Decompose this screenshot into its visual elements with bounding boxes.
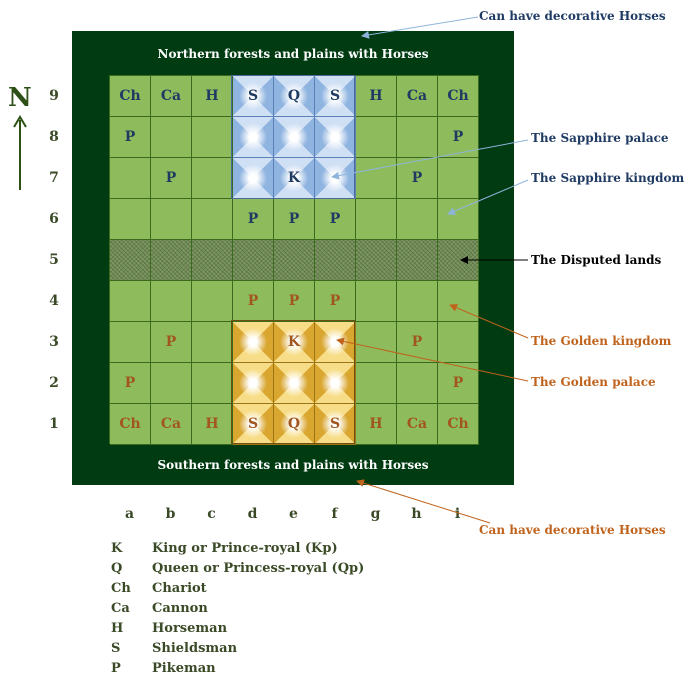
leader-bottom-horses — [357, 481, 490, 523]
leader-top-horses — [362, 17, 478, 36]
callout-golden-palace: The Golden palace — [531, 375, 656, 389]
file-label: f — [331, 506, 338, 522]
piece-label: Ch — [119, 88, 141, 104]
callout-top-horses: Can have decorative Horses — [479, 9, 666, 23]
piece-label: Q — [287, 416, 301, 432]
piece-label: Ch — [447, 88, 469, 104]
callout-sapphire-kingdom: The Sapphire kingdom — [531, 171, 684, 185]
leader-sapphire-kingdom — [448, 180, 528, 214]
north-caption: Northern forests and plains with Horses — [157, 47, 429, 61]
piece-label: Ca — [160, 88, 182, 104]
rank-label: 8 — [49, 129, 59, 145]
north-letter: N — [8, 83, 32, 113]
piece-label: K — [287, 170, 301, 186]
piece-label: P — [329, 211, 341, 227]
legend-key: Ca — [111, 601, 130, 616]
legend-desc: Queen or Princess-royal (Qp) — [152, 561, 365, 576]
piece-label: H — [205, 416, 219, 432]
piece-label: H — [205, 88, 219, 104]
legend-desc: Chariot — [152, 581, 207, 596]
legend-key: Ch — [111, 581, 131, 596]
file-label: e — [289, 506, 298, 522]
piece-label: P — [247, 293, 259, 309]
piece-label: H — [369, 88, 383, 104]
legend-key: Q — [111, 561, 123, 576]
piece-label: P — [329, 293, 341, 309]
callout-disputed-lands: The Disputed lands — [531, 253, 662, 267]
legend-key: S — [111, 641, 121, 656]
callout-bottom-horses: Can have decorative Horses — [479, 523, 666, 537]
rank-label: 7 — [49, 170, 59, 186]
legend-key: K — [111, 541, 123, 556]
piece-label: S — [247, 88, 259, 104]
piece-label: P — [247, 211, 259, 227]
piece-label: P — [411, 334, 423, 350]
file-label: d — [247, 506, 258, 522]
piece-label: Ch — [119, 416, 141, 432]
file-label: a — [124, 506, 135, 522]
file-label: g — [370, 506, 381, 522]
piece-label: P — [165, 334, 177, 350]
piece-label: Ch — [447, 416, 469, 432]
piece-label: Ca — [160, 416, 182, 432]
legend-desc: King or Prince-royal (Kp) — [152, 541, 338, 556]
callout-sapphire-palace: The Sapphire palace — [531, 131, 669, 145]
piece-label: S — [329, 416, 341, 432]
file-label: i — [454, 506, 461, 522]
piece-label: P — [452, 375, 464, 391]
leader-golden-palace — [337, 340, 528, 381]
piece-label: S — [329, 88, 341, 104]
piece-label: S — [247, 416, 259, 432]
leader-golden-kingdom — [450, 305, 528, 338]
rank-label: 4 — [49, 293, 59, 309]
legend-key: P — [111, 661, 121, 676]
legend-desc: Horseman — [152, 621, 228, 636]
file-label: b — [165, 506, 176, 522]
piece-label: Ca — [406, 416, 428, 432]
leader-sapphire-palace — [332, 140, 528, 177]
callout-golden-kingdom: The Golden kingdom — [531, 334, 672, 348]
piece-label: P — [411, 170, 423, 186]
file-label: h — [411, 506, 422, 522]
piece-label: P — [288, 211, 300, 227]
piece-label: P — [452, 129, 464, 145]
legend-desc: Cannon — [152, 601, 208, 616]
rank-label: 6 — [49, 211, 59, 227]
piece-label: P — [165, 170, 177, 186]
piece-label: P — [124, 375, 136, 391]
legend-key: H — [111, 621, 124, 636]
rank-label: 2 — [49, 375, 59, 391]
legend-desc: Shieldsman — [152, 641, 238, 656]
legend-desc: Pikeman — [152, 661, 216, 676]
piece-label: K — [287, 334, 301, 350]
piece-label: P — [124, 129, 136, 145]
rank-label: 3 — [49, 334, 59, 350]
rank-label: 1 — [49, 416, 59, 432]
piece-label: Ca — [406, 88, 428, 104]
file-label: c — [207, 506, 216, 522]
rank-label: 9 — [49, 88, 59, 104]
piece-label: H — [369, 416, 383, 432]
piece-label: P — [288, 293, 300, 309]
rank-label: 5 — [49, 252, 59, 268]
south-caption: Southern forests and plains with Horses — [157, 458, 429, 472]
piece-label: Q — [287, 88, 301, 104]
